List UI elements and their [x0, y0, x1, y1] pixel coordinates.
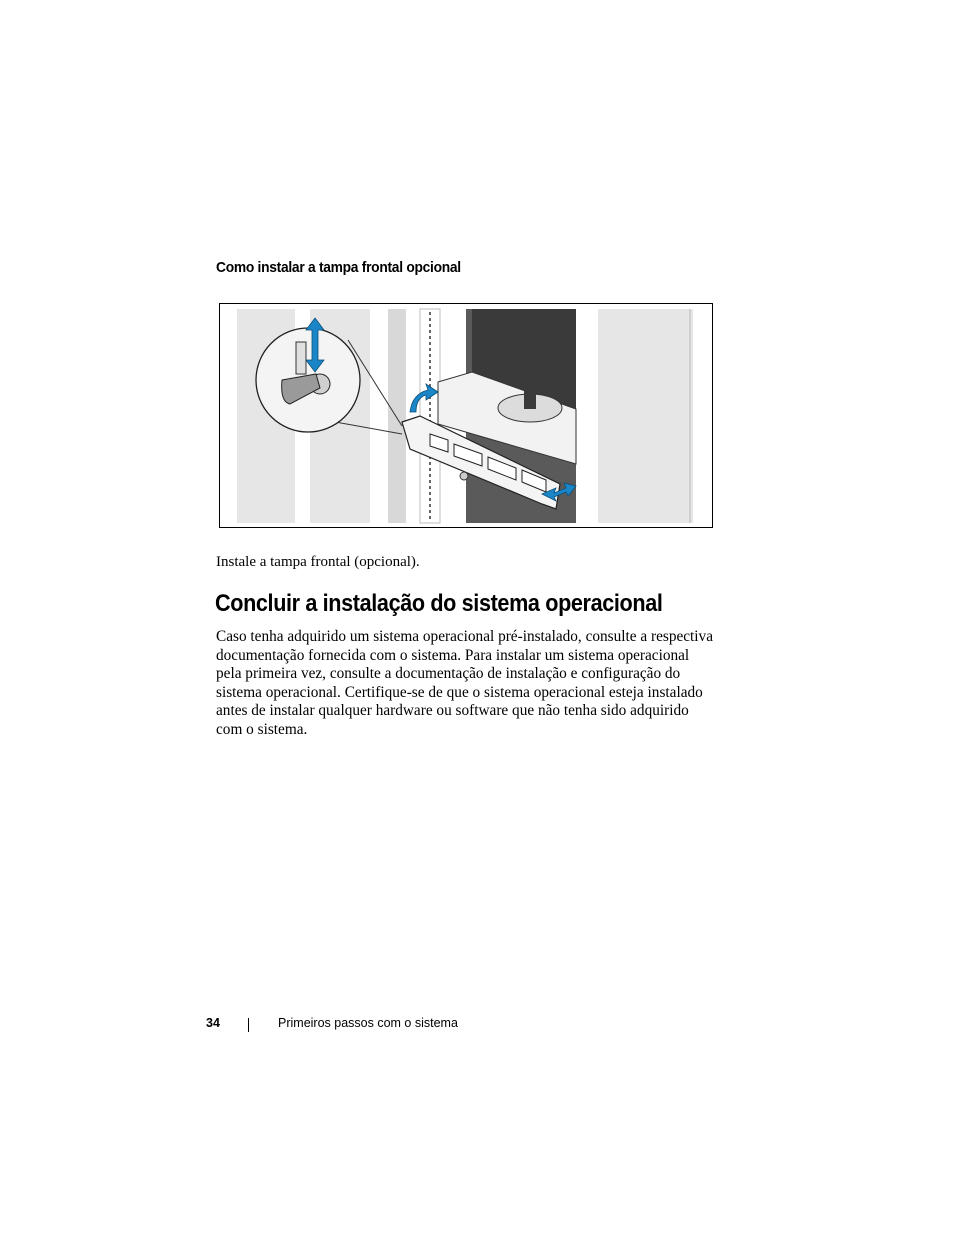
- page-number: 34: [206, 1016, 220, 1030]
- footer-separator: [248, 1018, 249, 1032]
- bezel-illustration: [220, 304, 712, 527]
- footer-title: Primeiros passos com o sistema: [278, 1016, 458, 1030]
- bezel-install-figure: [219, 303, 713, 528]
- body-paragraph: Caso tenha adquirido um sistema operacional pré-instalado, consulte a respectiva documentação fornecida com o sistema. Para instalar um sistema operacional pela primeira vez, consulte a documentação de instalação e configuração do sistema operacional. Certifique-se de que o sistema operacional esteja instalado antes de instalar qualquer hardware ou software que não tenha sido adquirido com o sistema.: [216, 628, 713, 738]
- page-heading: Concluir a instalação do sistema operacional: [215, 590, 663, 617]
- section-subheading: Como instalar a tampa frontal opcional: [216, 259, 461, 276]
- figure-caption: Instale a tampa frontal (opcional).: [216, 554, 420, 570]
- page-footer: [0, 1016, 954, 1036]
- rack-strip-right: [598, 309, 693, 523]
- rack-post-left: [388, 309, 406, 523]
